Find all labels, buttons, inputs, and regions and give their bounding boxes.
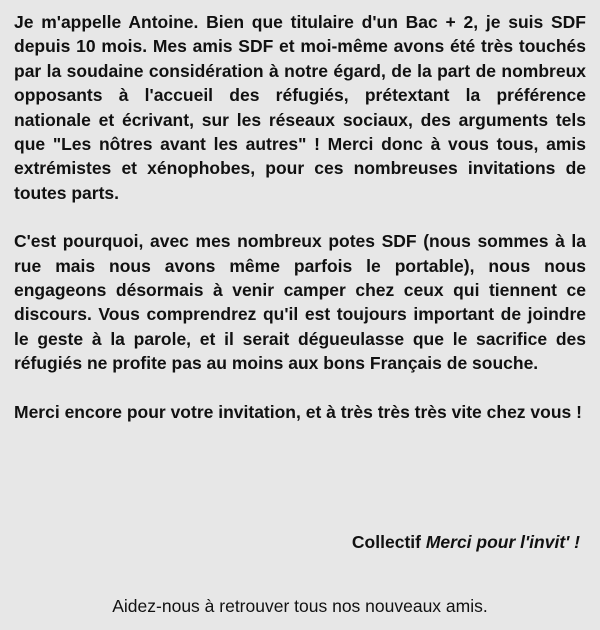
signature-prefix: Collectif <box>351 532 426 552</box>
signature <box>352 530 580 554</box>
footer-caption: Aidez-nous à retrouver tous nos nouveaux amis. <box>112 596 488 616</box>
paragraph-thanks: Merci encore pour votre invitation, et à très très très vite chez vous ! <box>14 401 582 422</box>
signature-collective-name: Merci pour l'invit' ! <box>425 532 580 552</box>
paragraph-commitment: C'est pourquoi, avec mes nombreux potes SDF (nous sommes à la rue mais nous avons même parfois le portable), nous nous engageons désormais à venir camper chez ceux qui tiennent ce discours. Vous comprendrez qu'il est toujours important de joindre le geste à la parole, et il serait dégueulasse que le sacrifice des réfugiés ne profite pas au moins aux bons Français de souche. <box>14 231 586 374</box>
paragraph-intro: Je m'appelle Antoine. Bien que titulaire d'un Bac + 2, je suis SDF depuis 10 mois. Mes amis SDF et moi-même avons été très touchés par la soudaine considération à notre égard, de la part de nombreux opposants à l'accueil des réfugiés, prétextant la préférence nationale et écrivant, sur les réseaux sociaux, des arguments tels que "Les nôtres avant les autres" ! Merci donc à vous tous, amis extrémistes et xénophobes, pour ces nombreuses invitations de toutes parts. <box>14 12 586 203</box>
